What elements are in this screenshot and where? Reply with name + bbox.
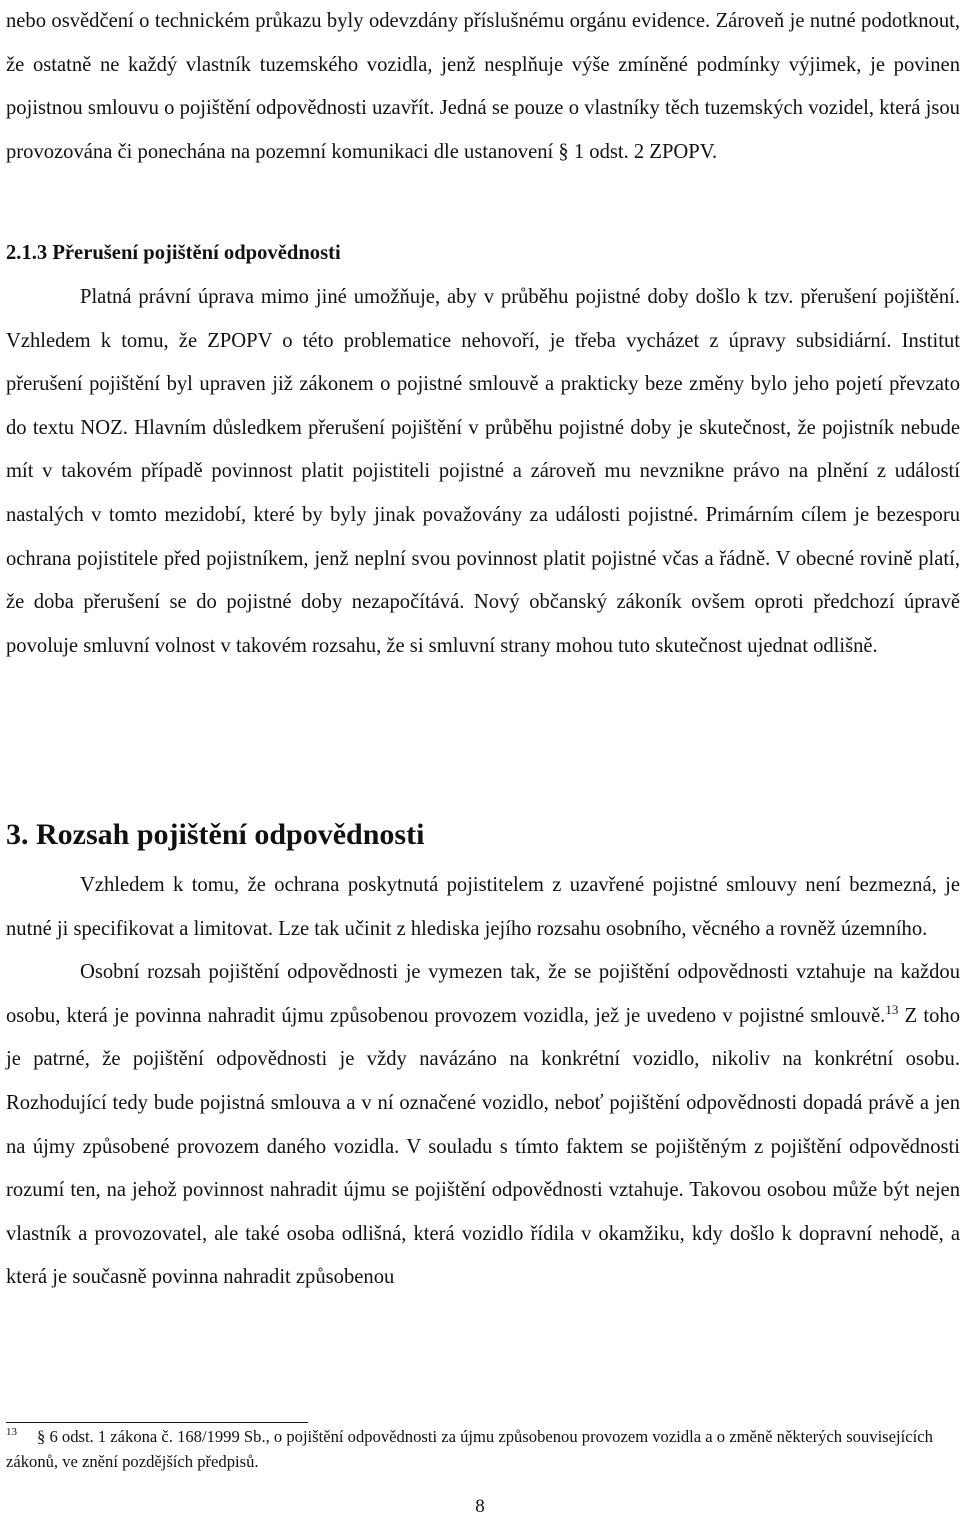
footnote-reference[interactable]: 13 — [885, 1001, 899, 1017]
section-2-1-3-heading: 2.1.3 Přerušení pojištění odpovědnosti — [6, 242, 341, 264]
section-2-1-3-body — [6, 276, 960, 668]
section-3-body — [6, 864, 960, 1300]
section-3-paragraph-1: Vzhledem k tomu, že ochrana poskytnutá pojistitelem z uzavřené pojistné smlouvy není bezmezná, je nutné ji specifikovat a limitovat. Lze tak učinit z hlediska jejího rozsahu osobního, věcného a rovněž územního. — [6, 874, 960, 940]
footnote-13 — [6, 1424, 960, 1474]
top-paragraph-lead: nebo osvědčení o technickém průkazu byly odevzdány příslušnému orgánu evidence. Zároveň je nutné podotknout, že ostatně ne každý vlastník tuzemského vozidla, jenž nesplňuje výše zmíněné podmínky výjimek, je povinen pojistnou smlouvu o pojištění odpovědnosti uzavřít. — [6, 10, 960, 120]
top-paragraph — [6, 0, 960, 174]
section-3-paragraph-2 — [6, 951, 960, 1300]
section-3-paragraph-2-after: Z toho je patrné, že pojištění odpovědnosti je vždy navázáno na konkrétní vozidlo, nikoliv na konkrétní osobu. Rozhodující tedy bude pojistná smlouva a v ní označené vozidlo, neboť pojištění odpovědnosti dopadá právě a jen na újmy způsobené provozem daného vozidla. V souladu s tímto faktem se pojištěným z pojištění odpovědnosti rozumí ten, na jehož povinnost nahradit újmu se pojištění odpovědnosti vztahuje. Takovou osobou může být nejen vlastník a provozovatel, ale také osoba odlišná, která vozidlo řídila v okamžiku, kdy došlo k dopravní nehodě, a která je současně povinna nahradit způsobenou — [6, 1004, 960, 1289]
top-paragraph-tail: Jedná se pouze o vlastníky těch tuzemských vozidel, která jsou provozována či ponechána na pozemní komunikaci dle ustanovení § 1 odst. 2 ZPOPV. — [6, 97, 960, 163]
footnote-divider — [6, 1422, 308, 1423]
section-3-heading: 3. Rozsah pojištění odpovědnosti — [6, 818, 425, 851]
section-2-1-3-part2: Vzhledem k tomu, že ZPOPV o této problematice nehovoří, je třeba vycházet z úpravy subsidiární. Institut přerušení pojištění byl upraven již zákonem o pojistné smlouvě a prakticky beze změny bylo jeho pojetí převzato do textu NOZ. Hlavním důsledkem přerušení pojištění v průběhu pojistné doby je skutečnost, že pojistník nebude mít v takovém případě povinnost platit pojistiteli pojistné a zároveň mu nevznikne právo na plnění z událostí nastalých v tomto mezidobí, které by byly jinak považovány za události pojistné. Primárním cílem je bezesporu ochrana pojistitele před pojistníkem, jenž neplní svou povinnost platit pojistné včas a řádně. V obecné rovině platí, že doba přerušení se do pojistné doby nezapočítává. Nový občanský zákoník ovšem oproti předchozí úpravě povoluje smluvní volnost v takovém rozsahu, že si smluvní strany mohou tuto skutečnost ujednat odlišně. — [6, 329, 960, 657]
page-number: 8 — [475, 1496, 485, 1517]
footnote-mark: 13 — [6, 1426, 17, 1439]
section-2-1-3-part1: Platná právní úprava mimo jiné umožňuje, aby v průběhu pojistné doby došlo k tzv. přerušení pojištění. — [80, 286, 960, 308]
section-3-paragraph-2-before: Osobní rozsah pojištění odpovědnosti je vymezen tak, že se pojištění odpovědnosti vztahuje na každou osobu, která je povinna nahradit újmu způsobenou provozem vozidla, jež je uvedeno v pojistné smlouvě. — [6, 961, 960, 1027]
footnote-text: § 6 odst. 1 zákona č. 168/1999 Sb., o pojištění odpovědnosti za újmu způsobenou provozem vozidla a o změně některých souvisejících zákonů, ve znění pozdějších předpisů. — [6, 1427, 933, 1471]
